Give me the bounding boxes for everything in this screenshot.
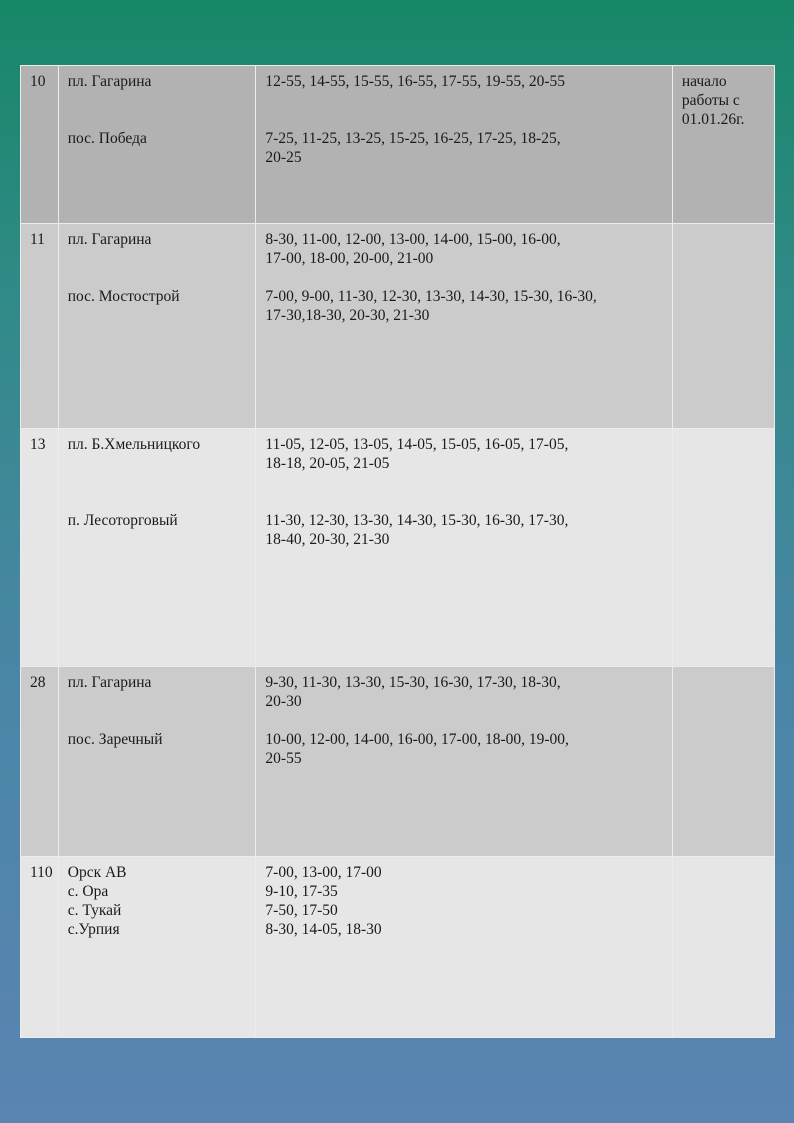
route-note bbox=[672, 667, 774, 857]
stop-name: пл. Гагарина bbox=[67, 73, 152, 90]
table-row bbox=[21, 66, 775, 224]
departure-times: 10-00, 12-00, 14-00, 16-00, 17-00, 18-00, 19-00, 20-55 bbox=[265, 731, 569, 767]
route-note bbox=[672, 429, 774, 667]
departure-times: 7-00, 9-00, 11-30, 12-30, 13-30, 14-30, 15-30, 16-30, 17-30,18-30, 20-30, 21-30 bbox=[265, 288, 597, 324]
route-note: начало работы с 01.01.26г. bbox=[672, 66, 774, 224]
departure-times: 9-30, 11-30, 13-30, 15-30, 16-30, 17-30, 18-30, 20-30 bbox=[265, 674, 561, 710]
stop-name: с. Тукай bbox=[67, 902, 122, 919]
table-row bbox=[21, 667, 775, 857]
route-times bbox=[256, 667, 672, 857]
route-times bbox=[256, 429, 672, 667]
route-number: 11 bbox=[21, 224, 59, 429]
stop-name: с.Урпия bbox=[67, 921, 120, 938]
departure-times: 7-00, 13-00, 17-00 bbox=[265, 864, 382, 881]
stop-name: п. Лесоторговый bbox=[67, 512, 178, 529]
route-stops bbox=[58, 667, 256, 857]
route-number: 10 bbox=[21, 66, 59, 224]
departure-times: 11-30, 12-30, 13-30, 14-30, 15-30, 16-30, 17-30, 18-40, 20-30, 21-30 bbox=[265, 512, 569, 548]
departure-times: 8-30, 14-05, 18-30 bbox=[265, 921, 382, 938]
stop-name: пос. Победа bbox=[67, 130, 147, 147]
departure-times: 12-55, 14-55, 15-55, 16-55, 17-55, 19-55, 20-55 bbox=[265, 73, 566, 90]
departure-times: 11-05, 12-05, 13-05, 14-05, 15-05, 16-05, 17-05, 18-18, 20-05, 21-05 bbox=[265, 436, 569, 472]
stop-name: пос. Заречный bbox=[67, 731, 163, 748]
table-row bbox=[21, 429, 775, 667]
route-note bbox=[672, 857, 774, 1038]
route-note bbox=[672, 224, 774, 429]
table-row bbox=[21, 224, 775, 429]
stop-name: пл. Б.Хмельницкого bbox=[67, 436, 201, 453]
table-row bbox=[21, 857, 775, 1038]
stop-name: пл. Гагарина bbox=[67, 674, 152, 691]
bus-schedule-table bbox=[20, 65, 775, 1038]
route-stops bbox=[58, 224, 256, 429]
stop-name: с. Ора bbox=[67, 883, 109, 900]
departure-times: 7-50, 17-50 bbox=[265, 902, 338, 919]
route-times bbox=[256, 224, 672, 429]
route-stops bbox=[58, 66, 256, 224]
departure-times: 7-25, 11-25, 13-25, 15-25, 16-25, 17-25, 18-25, 20-25 bbox=[265, 130, 561, 166]
route-number: 110 bbox=[21, 857, 59, 1038]
route-number: 13 bbox=[21, 429, 59, 667]
route-times bbox=[256, 66, 672, 224]
departure-times: 9-10, 17-35 bbox=[265, 883, 338, 900]
route-number: 28 bbox=[21, 667, 59, 857]
route-stops bbox=[58, 857, 256, 1038]
departure-times: 8-30, 11-00, 12-00, 13-00, 14-00, 15-00, 16-00, 17-00, 18-00, 20-00, 21-00 bbox=[265, 231, 561, 267]
stop-name: Орск АВ bbox=[67, 864, 127, 881]
stop-name: пл. Гагарина bbox=[67, 231, 152, 248]
route-stops bbox=[58, 429, 256, 667]
route-times bbox=[256, 857, 672, 1038]
stop-name: пос. Мостострой bbox=[67, 288, 180, 305]
